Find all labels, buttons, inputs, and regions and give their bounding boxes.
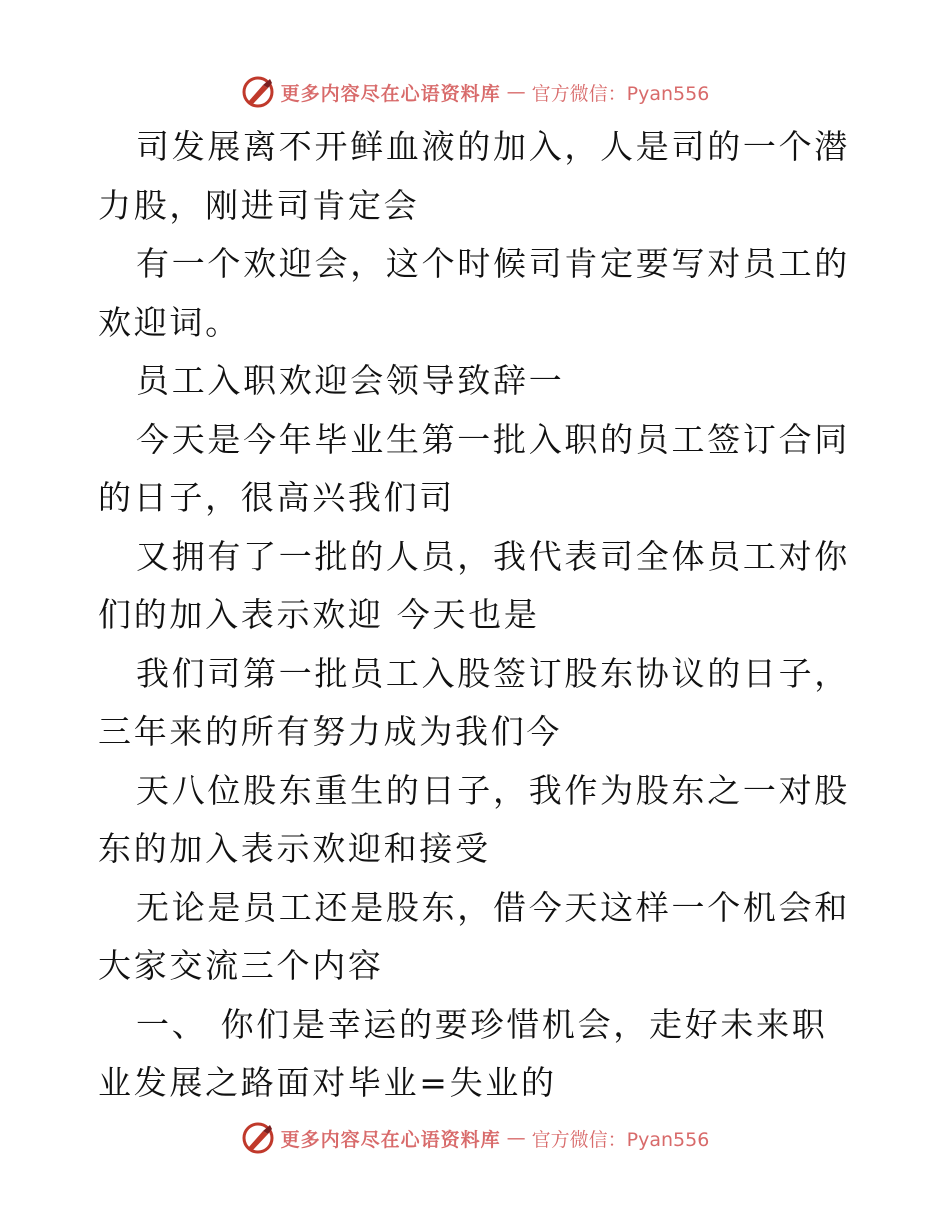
header-contact-text: 官方微信：Pyan556 xyxy=(531,82,710,105)
footer-banner xyxy=(0,1118,950,1158)
header-site-text: 更多内容尽在心语资料库 xyxy=(280,82,501,105)
paragraph-3: 员工入职欢迎会领导致辞一 xyxy=(136,361,565,400)
paragraph-8: 无论是员工还是股东，借今天这样一个机会和大家交流三个内容 xyxy=(98,887,850,985)
pen-nib-logo-icon xyxy=(241,1121,275,1155)
paragraph-6: 我们司第一批员工入股签订股东协议的日子，三年来的所有努力成为我们今 xyxy=(98,653,850,751)
paragraph-7: 天八位股东重生的日子，我作为股东之一对股东的加入表示欢迎和接受 xyxy=(98,770,850,868)
paragraph-9: 一、 你们是幸运的要珍惜机会，走好未来职业发展之路面对毕业=失业的 xyxy=(98,1004,828,1102)
paragraph-1: 司发展离不开鲜血液的加入，人是司的一个潜力股，刚进司肯定会 xyxy=(98,127,850,225)
header-separator: — xyxy=(506,81,526,103)
document-body xyxy=(98,118,853,1113)
paragraph-5: 又拥有了一批的人员，我代表司全体员工对你们的加入表示欢迎 今天也是 xyxy=(98,536,850,634)
paragraph-4: 今天是今年毕业生第一批入职的员工签订合同的日子，很高兴我们司 xyxy=(98,419,850,517)
footer-separator: — xyxy=(506,1127,526,1149)
paragraph-2: 有一个欢迎会，这个时候司肯定要写对员工的欢迎词。 xyxy=(98,244,850,342)
footer-site-text: 更多内容尽在心语资料库 xyxy=(280,1128,501,1151)
header-banner xyxy=(0,72,950,112)
pen-nib-logo-icon xyxy=(241,75,275,109)
footer-contact-text: 官方微信：Pyan556 xyxy=(531,1128,710,1151)
